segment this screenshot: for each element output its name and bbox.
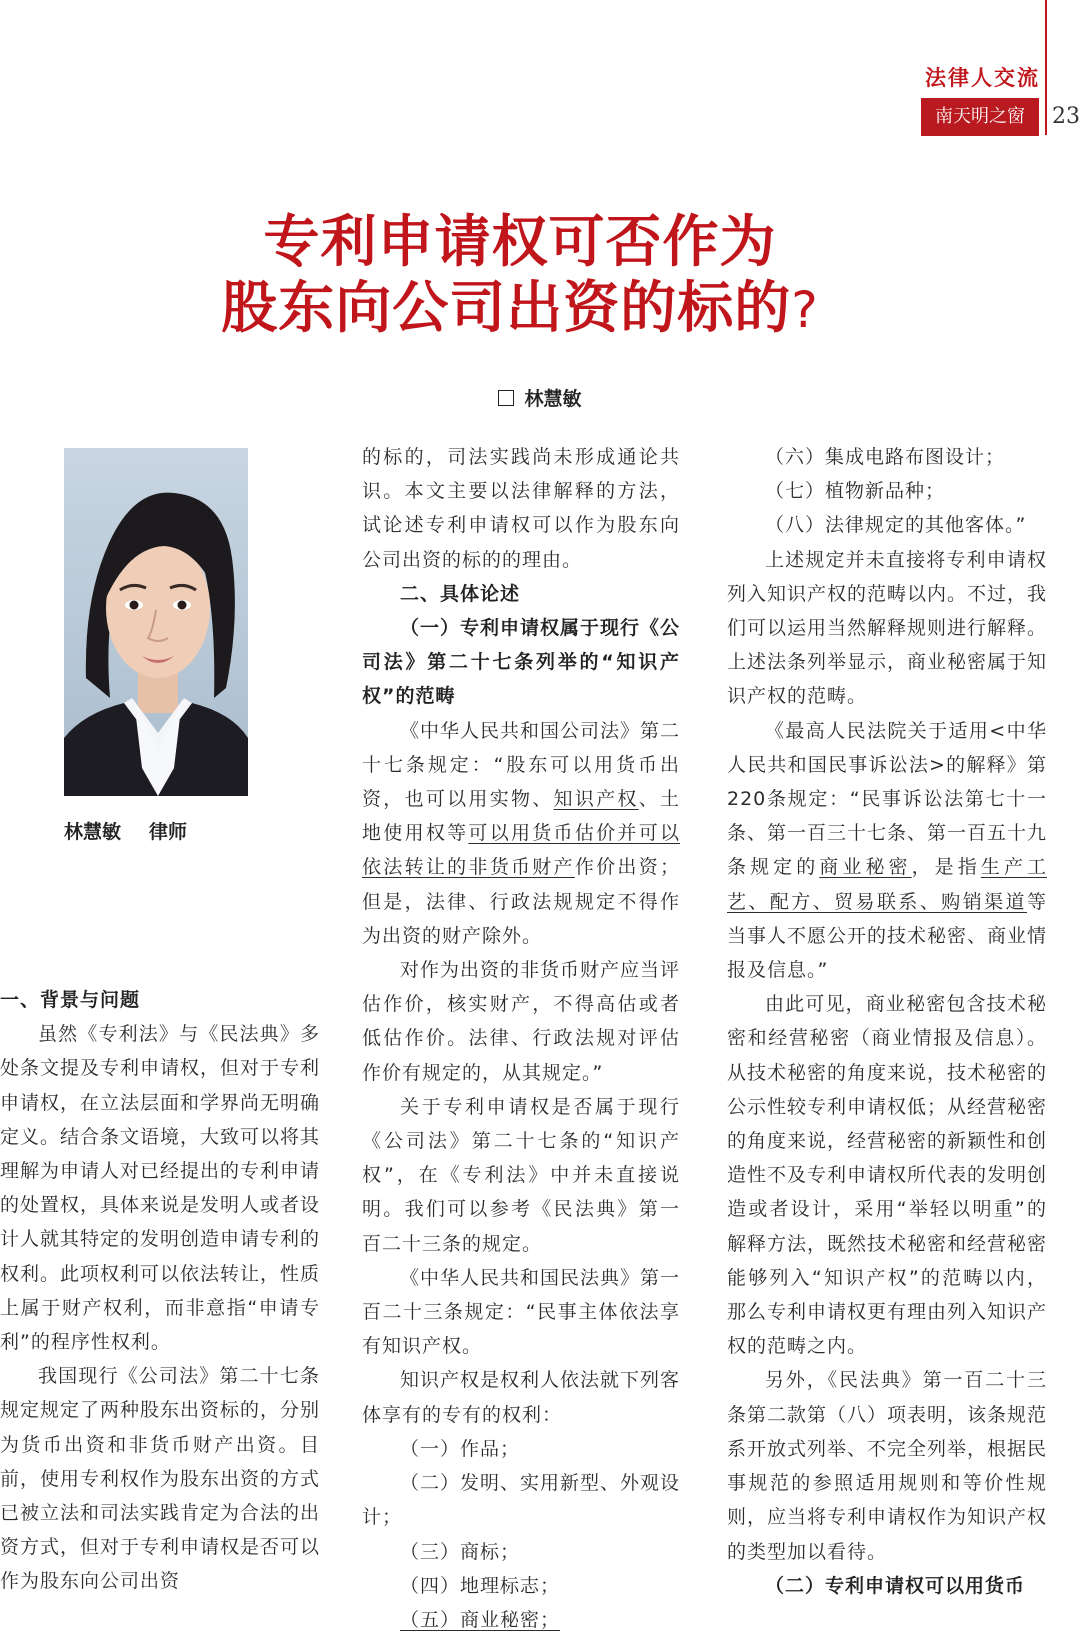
paragraph: 由此可见，商业秘密包含技术秘密和经营秘密（商业情报及信息）。从技术秘密的角度来说，技术秘密的公示性较专利申请权低；从经营秘密的角度来说，经营秘密的新颖性和创造性不及专利申请权所代表的发明创造或者设计，采用“举轻以明重”的解释方法，既然技术秘密和经营秘密能够列入“知识产权”的范畴以内，那么专利申请权更有理由列入知识产权的范畴之内。 xyxy=(727,993,1048,1358)
title-line-1: 专利申请权可否作为 xyxy=(263,210,777,275)
list-item: （八）法律规定的其他客体。” xyxy=(765,514,1027,537)
author-portrait xyxy=(64,448,248,796)
caption-role: 律师 xyxy=(149,821,188,843)
section-label: 法律人交流 xyxy=(925,66,1040,90)
paragraph: 知识产权是权利人依法就下列客体享有的专有的权利： xyxy=(362,1369,681,1426)
section-heading-2: 二、具体论述 xyxy=(400,582,521,605)
list-item: （二）发明、实用新型、外观设计； xyxy=(362,1472,681,1529)
article-title xyxy=(0,210,1040,343)
byline-square-icon xyxy=(498,390,514,406)
text-run: 《最高人民法院关于适用<中华人民共和国民事诉讼法>的解释》第220条规定：“民事诉讼法第七十一条、第一百三十七条、第一百五十九条规定的 xyxy=(727,719,1048,879)
subsection-heading: （一）专利申请权属于现行《公司法》第二十七条列举的“知识产权”的范畴 xyxy=(362,617,681,708)
caption-name: 林慧敏 xyxy=(64,821,122,843)
photo-caption xyxy=(64,817,187,844)
byline-author: 林慧敏 xyxy=(524,388,582,410)
underlined-term: 生产工艺、配方、贸易联系、购销渠道 xyxy=(727,856,1047,913)
portrait-illustration xyxy=(64,448,248,796)
paragraph: 另外，《民法典》第一百二十三条第二款第（八）项表明，该条规范系开放式列举、不完全列举，根据民事规范的参照适用规则和等价性规则，应当将专利申请权作为知识产权的类型加以看待。 xyxy=(727,1369,1048,1563)
text-run: ，是指 xyxy=(911,856,981,879)
title-question-mark: ? xyxy=(791,281,819,339)
list-item: （六）集成电路布图设计； xyxy=(765,446,1006,468)
paragraph: 对作为出资的非货币财产应当评估作价，核实财产，不得高估或者低估作价。法律、行政法规对评估作价有规定的，从其规定。” xyxy=(362,959,681,1084)
list-item: （五）商业秘密； xyxy=(400,1608,561,1631)
underlined-term: 商业秘密 xyxy=(819,856,912,879)
paragraph: 的标的，司法实践尚未形成通论共识。本文主要以法律解释的方法，试论述专利申请权可以作为股东向公司出资的标的的理由。 xyxy=(362,446,680,571)
text-run: 、土地使用权等 xyxy=(362,788,680,845)
header-rule xyxy=(1045,0,1047,135)
list-item: （七）植物新品种； xyxy=(765,480,946,503)
list-item: （三）商标； xyxy=(400,1540,521,1563)
subsection-heading: （二）专利申请权可以用货币 xyxy=(765,1574,1026,1597)
title-line-2-text: 股东向公司出资的标的 xyxy=(221,276,792,341)
list-item: （一）作品； xyxy=(400,1437,521,1460)
paragraph: 上述规定并未直接将专利申请权列入知识产权的范畴以内。不过，我们可以运用当然解释规则进行解释。上述法条列举显示，商业秘密属于知识产权的范畴。 xyxy=(727,548,1048,708)
text-run: 作价出资；但是，法律、行政法规规定不得作为出资的财产除外。 xyxy=(362,856,680,947)
paragraph: 《中华人民共和国民法典》第一百二十三条规定：“民事主体依法享有知识产权。 xyxy=(362,1266,681,1358)
column-1 xyxy=(0,983,320,1599)
paragraph xyxy=(727,714,1047,988)
paragraph: 虽然《专利法》与《民法典》多处条文提及专利申请权，但对于专利申请权，在立法层面和学界尚无明确定义。结合条文语境，大致可以将其理解为申请人对已经提出的专利申请的处置权，具体来说是发明人或者设计人就其特定的发明创造申请专利的权利。此项权利可以依法转让，性质上属于财产权利，而非意指“申请专利”的程序性权利。 xyxy=(0,1023,321,1354)
column-2 xyxy=(362,440,680,1637)
paragraph: 关于专利申请权是否属于现行《公司法》第二十七条的“知识产权”，在《专利法》中并未直接说明。我们可以参考《民法典》第一百二十三条的规定。 xyxy=(362,1095,680,1255)
title-line-2 xyxy=(0,276,1040,343)
column-name-badge: 南天明之窗 xyxy=(921,98,1039,136)
list-item: （四）地理标志； xyxy=(400,1574,561,1597)
underlined-term: 知识产权 xyxy=(553,788,639,811)
page-number: 23 xyxy=(1052,104,1080,129)
column-3 xyxy=(727,440,1047,1603)
paragraph: 我国现行《公司法》第二十七条规定规定了两种股东出资标的，分别为货币出资和非货币财产出资。目前，使用专利权作为股东出资的方式已被立法和司法实践肯定为合法的出资方式，但对于专利申请权是否可以作为股东向公司出资 xyxy=(0,1365,321,1593)
text-run: 《中华人民共和国公司法》第二十七条规定：“股东可以用货币出资，也可以用实物、 xyxy=(362,719,681,811)
underlined-term: 可以用货币估价并可以依法转让的非货币财产 xyxy=(362,822,680,879)
section-heading-1: 一、背景与问题 xyxy=(0,989,141,1011)
text-run: 等当事人不愿公开的技术秘密、商业情报及信息。” xyxy=(727,890,1048,982)
paragraph xyxy=(362,714,680,953)
byline xyxy=(0,384,1080,411)
